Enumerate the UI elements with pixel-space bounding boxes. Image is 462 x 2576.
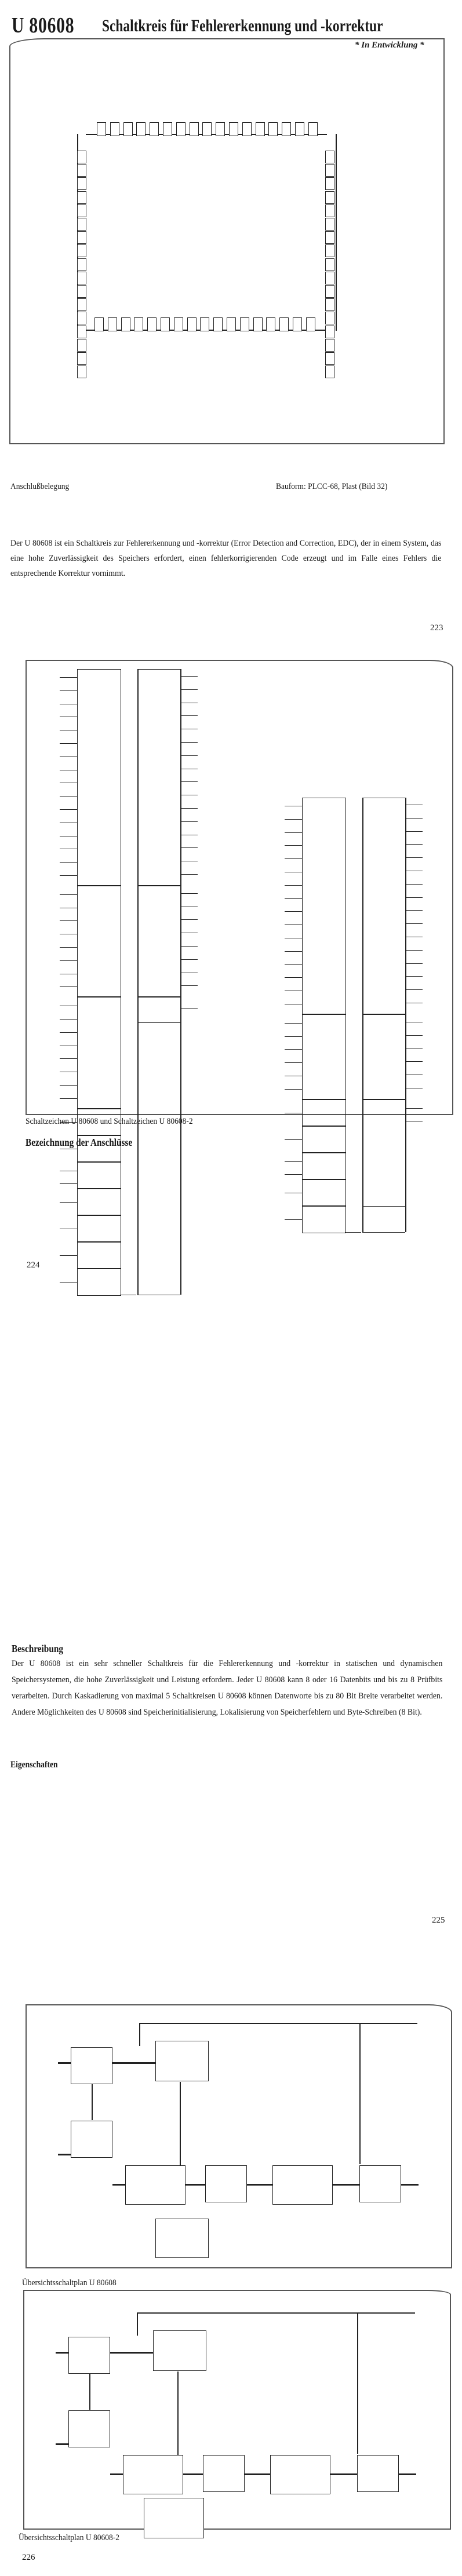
pin-number-top: [216, 122, 225, 136]
symbol-pin-line: [405, 831, 423, 832]
pin-number-left: [77, 164, 86, 177]
diagram-block: [71, 2121, 112, 2158]
pin-number-bottom: [161, 317, 170, 331]
diagram-block: [71, 2047, 112, 2084]
pin-number-right: [325, 298, 334, 311]
symbol-pin-line: [285, 845, 302, 846]
symbol-pin-line: [405, 1035, 423, 1036]
diagram-bus-line: [359, 2023, 361, 2164]
symbol-pin-line: [405, 1061, 423, 1062]
diagram-bus-line: [110, 2473, 123, 2475]
package-caption: Bauform: PLCC-68, Plast (Bild 32): [276, 482, 388, 491]
pin-number-bottom: [187, 317, 197, 331]
diagram-block: [153, 2330, 206, 2371]
pin-number-left: [77, 352, 86, 365]
symbol-pin-line: [60, 1019, 77, 1020]
diagram-bus-line: [110, 2352, 153, 2354]
page-number-226: 226: [22, 2553, 35, 2562]
pin-number-bottom: [293, 317, 302, 331]
pin-number-top: [110, 122, 119, 136]
symbol-pin-line: [180, 781, 198, 782]
diagram-bus-line: [139, 2023, 140, 2046]
pin-number-right: [325, 285, 334, 298]
symbol-input-block: [302, 798, 346, 1015]
diagram-block: [155, 2219, 209, 2258]
diagram-bus-line: [56, 2352, 68, 2354]
symbol-pin-line: [60, 690, 77, 691]
intro-paragraph: Der U 80608 ist ein Schaltkreis zur Fehlererkennung und -korrektur (Error Detection and Correction, EDC), der in einem System, das eine hohe Zuverlässigkeit des Speichers erfordert, einen fehlerkorrigierenden Code erzeugt und im Falle eines Fehlers die entsprechende Korrektur vornimmt.: [10, 539, 442, 578]
symbol-pin-line: [285, 1036, 302, 1037]
diagram-bus-line: [89, 2374, 90, 2410]
symbol-pin-line: [180, 755, 198, 756]
pin-number-left: [77, 218, 86, 231]
pin-number-left: [77, 326, 86, 338]
diagram-bus-line: [333, 2184, 359, 2186]
symbol-pin-line: [180, 919, 198, 920]
symbol-pin-line: [405, 923, 423, 924]
symbol-pin-line: [60, 743, 77, 744]
diagram-bus-line: [92, 2084, 93, 2120]
symbol-pin-line: [60, 1032, 77, 1033]
symbol-control-block: [302, 1152, 346, 1180]
pin-number-left: [77, 366, 86, 378]
symbol-pin-line: [285, 1089, 302, 1090]
diagram-bus-line: [56, 2443, 68, 2445]
pin-number-top: [268, 122, 278, 136]
symbol-right-edge: [137, 669, 139, 1295]
symbol-pin-line: [285, 885, 302, 886]
pin-number-top: [295, 122, 304, 136]
symbol-pin-line: [180, 1008, 198, 1009]
symbol-pin-line: [285, 911, 302, 912]
symbol-pin-line: [285, 1023, 302, 1024]
diagram-bus-line: [330, 2473, 357, 2475]
symbol-pin-line: [60, 1183, 77, 1184]
pin-number-bottom: [213, 317, 223, 331]
symbol-pin-line: [405, 884, 423, 885]
pin-number-top: [229, 122, 238, 136]
chip-id: U 80608: [12, 13, 75, 38]
features-list-continued: [26, 1956, 431, 1958]
pin-number-right: [325, 177, 334, 190]
page-number-223: 223: [430, 623, 443, 633]
symbol-pin-line: [60, 862, 77, 863]
symbol-pin-line: [285, 1174, 302, 1175]
symbol-pin-line: [285, 1161, 302, 1162]
diagram-block: [125, 2165, 185, 2205]
pin-number-left: [77, 258, 86, 271]
diagram-bus-line: [185, 2184, 205, 2186]
pin-number-bottom: [174, 317, 183, 331]
diagram-bus-line: [112, 2062, 155, 2064]
symbol-control-block: [302, 1126, 346, 1153]
symbol-syndrome-block: [362, 1014, 406, 1100]
symbol-parity-block: [77, 996, 121, 1109]
symbol-pin-line: [60, 986, 77, 987]
description-heading: Beschreibung: [12, 1643, 63, 1654]
features-list: [12, 1780, 458, 1782]
pin-number-bottom: [200, 317, 209, 331]
symbol-pin-line: [180, 874, 198, 875]
pin-number-top: [308, 122, 318, 136]
symbol-pin-line: [285, 964, 302, 965]
features-heading: Eigenschaften: [10, 1760, 58, 1770]
symbol-pin-line: [60, 1058, 77, 1059]
pin-number-top: [176, 122, 185, 136]
pin-number-right: [325, 258, 334, 271]
symbol-error-block: [137, 996, 181, 1023]
symbol-pin-line: [180, 959, 198, 960]
symbol-pin-line: [60, 875, 77, 876]
symbol-checkbit-block: [302, 1014, 346, 1100]
diagram-bus-line: [58, 2154, 71, 2155]
diagram-block: [68, 2410, 110, 2447]
pin-number-right: [325, 231, 334, 244]
pin-number-left: [77, 272, 86, 284]
symbol-pin-line: [180, 689, 198, 690]
symbol-pin-line: [180, 808, 198, 809]
symbol-pin-line: [60, 1255, 77, 1256]
diagram-block: [359, 2165, 401, 2202]
symbol-pin-line: [285, 951, 302, 952]
symbol-pin-line: [285, 858, 302, 859]
pin-number-right: [325, 366, 334, 378]
pin-number-top: [190, 122, 199, 136]
symbol-control-block: [302, 1099, 346, 1127]
symbol-status-block: [362, 1099, 406, 1207]
symbol-pin-line: [180, 946, 198, 947]
symbol-pin-line: [180, 715, 198, 716]
pin-number-top: [150, 122, 159, 136]
pin-number-right: [325, 339, 334, 352]
symbol-right-edge: [405, 798, 406, 1232]
symbol-control-block: [77, 1268, 121, 1296]
page-title: Schaltkreis für Fehlererkennung und -korrektur: [102, 16, 383, 35]
pin-number-left: [77, 204, 86, 217]
pin-number-right: [325, 272, 334, 284]
diagram-block: [155, 2041, 209, 2081]
diagram-bus-line: [357, 2312, 358, 2454]
symbol-pin-line: [405, 976, 423, 977]
pin-number-right: [325, 191, 334, 204]
pin-number-top: [136, 122, 145, 136]
symbol-pin-line: [60, 920, 77, 921]
diagram-block: [144, 2498, 204, 2538]
symbol-pin-line: [180, 676, 198, 677]
symbol-pin-line: [180, 893, 198, 894]
symbol-pin-line: [60, 894, 77, 895]
symbol-pin-line: [285, 832, 302, 833]
pin-number-top: [163, 122, 172, 136]
pin-number-bottom: [121, 317, 130, 331]
pin-number-right: [325, 326, 334, 338]
pin-number-top: [256, 122, 265, 136]
pin-number-left: [77, 231, 86, 244]
pin-number-left: [77, 151, 86, 163]
symbol-pin-line: [285, 977, 302, 978]
pinout-caption: Anschlußbelegung: [10, 482, 70, 491]
pin-number-top: [97, 122, 106, 136]
symbol-output-block: [137, 669, 181, 886]
diagram-block: [205, 2165, 247, 2202]
diagram-bus-line: [58, 2062, 71, 2064]
diagram-bus-line: [137, 2312, 415, 2314]
symbol-pin-line: [60, 809, 77, 810]
pin-number-top: [123, 122, 133, 136]
pin-number-bottom: [227, 317, 236, 331]
pin-number-right: [325, 151, 334, 163]
symbol-pin-line: [405, 1108, 423, 1109]
pin-number-bottom: [134, 317, 143, 331]
symbol-control-block: [302, 1179, 346, 1207]
status-note: * In Entwicklung *: [355, 41, 424, 50]
symbol-syndrome-block: [137, 885, 181, 997]
symbol-input-block: [77, 669, 121, 886]
symbol-pin-line: [405, 950, 423, 951]
symbol-pin-line: [405, 963, 423, 964]
chip-body: [77, 134, 337, 331]
symbol-pin-line: [285, 1219, 302, 1220]
pin-number-left: [77, 312, 86, 324]
symbol-pin-line: [405, 844, 423, 845]
pin-number-right: [325, 218, 334, 231]
symbol-pin-line: [405, 897, 423, 898]
symbol-pin-line: [60, 1085, 77, 1086]
diagram-bus-line: [399, 2473, 416, 2475]
symbol-bottom-edge: [137, 1295, 180, 1296]
symbol-pin-line: [285, 1139, 302, 1140]
symbol-pin-line: [60, 960, 77, 961]
pin-number-bottom: [108, 317, 117, 331]
diagram-bus-line: [247, 2184, 272, 2186]
description-paragraph: Der U 80608 ist ein sehr schneller Schaltkreis für die Fehlererkennung und -korrektur in statischen und dynamischen Speichersystemen, die hohe Zuverlässigkeit und Leistung erfordern. Jeder U 80608 kann 8 oder 16 Datenbits und bis zu 8 Prüfbits verarbeiten. Durch Kaskadierung von maximal 5 Schaltkreisen U 80608 können Datenworte bis zu 80 Bit Breite verarbeitet werden. Andere Möglichkeiten des U 80608 sind Speicherinitialisierung, Lokalisierung von Speicherfehlern und Byte-Schreiben (8 Bit).: [12, 1659, 443, 1717]
symbol-pin-line: [285, 1049, 302, 1050]
symbol-pin-line: [285, 819, 302, 820]
symbol-pin-line: [405, 857, 423, 858]
pin-number-right: [325, 164, 334, 177]
symbol-pin-line: [285, 898, 302, 899]
symbol-pin-line: [405, 818, 423, 819]
symbol-middle-column: [120, 669, 136, 1295]
symbol-output-block: [362, 798, 406, 1015]
pin-number-bottom: [266, 317, 275, 331]
pin-number-right: [325, 312, 334, 324]
pin-number-bottom: [94, 317, 104, 331]
pin-number-right: [325, 204, 334, 217]
pin-number-top: [202, 122, 212, 136]
symbol-pin-line: [180, 742, 198, 743]
diagram-bus-line: [183, 2473, 203, 2475]
symbol-pin-line: [60, 947, 77, 948]
diagram-block: [270, 2455, 330, 2494]
diagram-block: [203, 2455, 245, 2492]
block-diagram-2-caption: Übersichtsschaltplan U 80608-2: [19, 2533, 119, 2542]
diagram-block: [272, 2165, 333, 2205]
symbol-pin-line: [60, 1098, 77, 1099]
diagram-block: [123, 2455, 183, 2494]
diagram-bus-line: [401, 2184, 419, 2186]
symbols-caption: Schaltzeichen U 80608 und Schaltzeichen U 80608-2: [26, 1117, 193, 1126]
pin-number-left: [77, 191, 86, 204]
symbol-control-block: [77, 1161, 121, 1189]
symbol-control-block: [77, 1215, 121, 1243]
symbol-checkbit-block: [77, 885, 121, 997]
pin-number-left: [77, 298, 86, 311]
pin-number-bottom: [147, 317, 157, 331]
pin-number-top: [242, 122, 252, 136]
diagram-bus-line: [245, 2473, 270, 2475]
block-diagram-2-frame: [23, 2290, 451, 2530]
pin-number-right: [325, 352, 334, 365]
diagram-block: [357, 2455, 399, 2492]
symbol-pin-line: [405, 910, 423, 911]
block-diagram-1-caption: Übersichtsschaltplan U 80608: [22, 2278, 117, 2288]
pin-number-bottom: [253, 317, 263, 331]
diagram-bus-line: [180, 2082, 181, 2165]
symbol-right-edge: [362, 798, 363, 1232]
diagram-block: [68, 2337, 110, 2374]
symbol-pin-line: [60, 677, 77, 678]
pin-number-left: [77, 339, 86, 352]
diagram-bus-line: [177, 2372, 179, 2455]
symbol-pin-line: [180, 985, 198, 986]
symbol-pin-line: [285, 1062, 302, 1063]
symbol-control-block: [302, 1205, 346, 1233]
symbol-control-block: [77, 1241, 121, 1269]
diagram-bus-line: [137, 2312, 138, 2336]
symbol-control-block: [77, 1188, 121, 1216]
page-number-225: 225: [432, 1916, 445, 1925]
pin-number-bottom: [240, 317, 249, 331]
symbol-pin-line: [180, 847, 198, 848]
symbol-pin-line: [180, 821, 198, 822]
pin-number-left: [77, 177, 86, 190]
pin-number-bottom: [306, 317, 315, 331]
page-number-224: 224: [27, 1260, 40, 1270]
symbol-pin-line: [405, 989, 423, 990]
symbol-bottom-edge: [362, 1232, 405, 1233]
pin-number-left: [77, 244, 86, 257]
diagram-bus-line: [112, 2184, 125, 2186]
symbol-pin-line: [60, 1202, 77, 1203]
diagram-bus-line: [139, 2023, 417, 2024]
symbol-middle-column: [345, 798, 361, 1233]
pin-number-bottom: [279, 317, 289, 331]
pin-table-heading: Bezeichnung der Anschlüsse: [26, 1137, 133, 1148]
symbol-right-edge: [180, 669, 181, 1295]
pin-number-right: [325, 244, 334, 257]
pin-number-top: [282, 122, 291, 136]
pin-number-left: [77, 285, 86, 298]
